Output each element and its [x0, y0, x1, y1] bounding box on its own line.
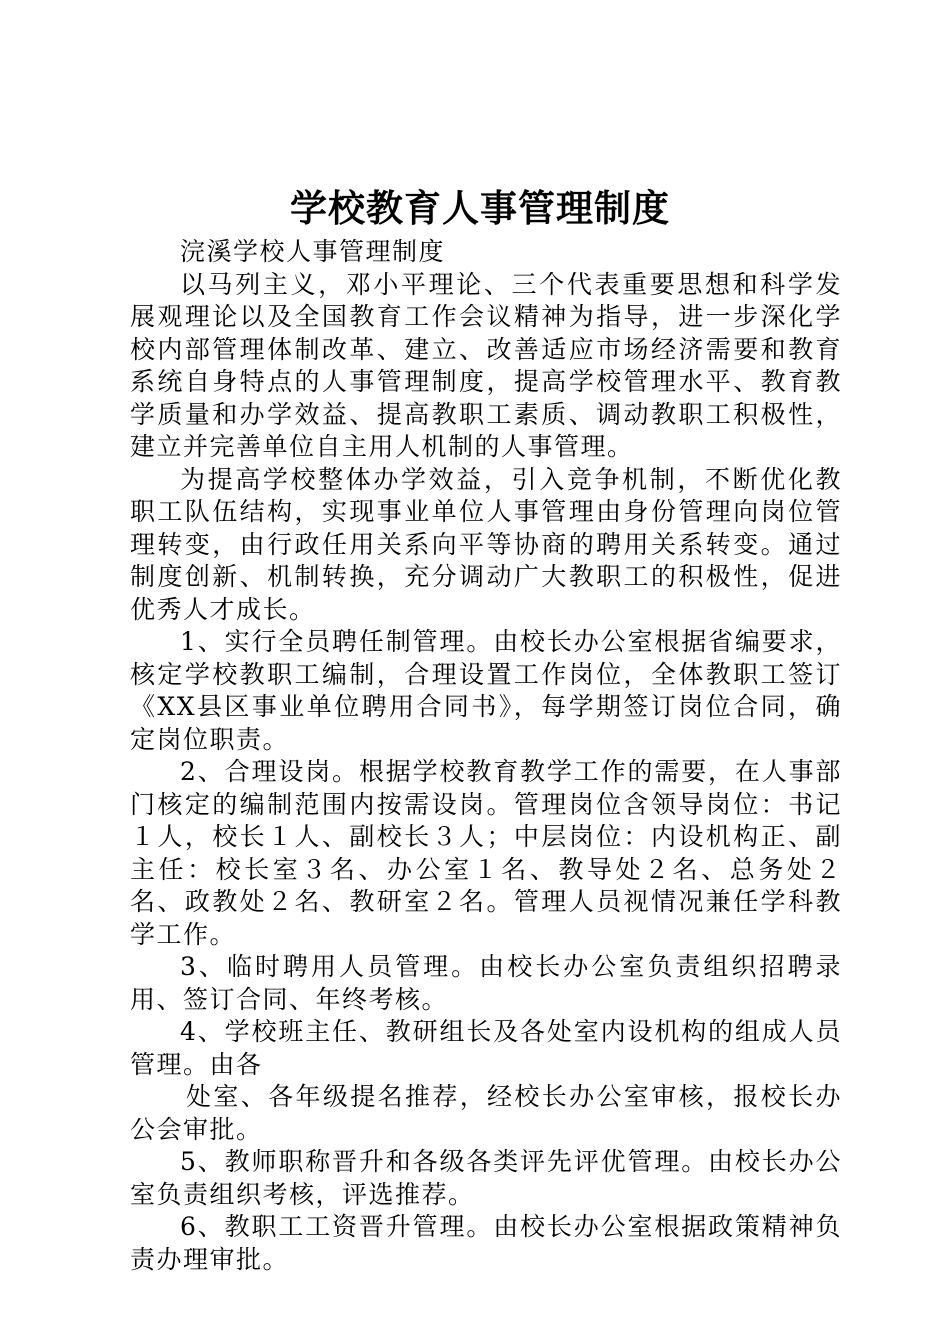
paragraph-item-6: 6、教职工工资晋升管理。由校长办公室根据政策精神负责办理审批。 [130, 1212, 842, 1274]
paragraph-item-1: 1、实行全员聘任制管理。由校长办公室根据省编要求，核定学校教职工编制，合理设置工作岗位，全体教职工签订《XX县区事业单位聘用合同书》，每学期签订岗位合同，确定岗位职责。 [130, 627, 842, 754]
paragraph-subtitle: 浣溪学校人事管理制度 [180, 237, 446, 266]
paragraph-item-4: 4、学校班主任、教研组长及各处室内设机构的组成人员管理。由各 [130, 1017, 842, 1079]
document-title: 学校教育人事管理制度 [290, 186, 670, 230]
document-body [130, 236, 842, 1276]
paragraph-item-5: 5、教师职称晋升和各级各类评先评优管理。由校长办公室负责组织考核，评选推荐。 [130, 1147, 842, 1209]
paragraph-guiding-principle: 以马列主义，邓小平理论、三个代表重要思想和科学发展观理论以及全国教育工作会议精神为指导，进一步深化学校内部管理体制改革、建立、改善适应市场经济需要和教育系统自身特点的人事管理制度，提高学校管理水平、教育教学质量和办学效益、提高教职工素质、调动教职工积极性，建立并完善单位自主用人机制的人事管理。 [130, 269, 842, 461]
paragraph-item-2: 2、合理设岗。根据学校教育教学工作的需要，在人事部门核定的编制范围内按需设岗。管理岗位含领导岗位：书记１人，校长１人、副校长３人；中层岗位：内设机构正、副主任：校长室３名、办公室１名、教导处２名、总务处２名、政教处２名、教研室２名。管理人员视情况兼任学科教学工作。 [130, 757, 842, 949]
paragraph-item-4-continued: 处室、各年级提名推荐，经校长办公室审核，报校长办公会审批。 [130, 1082, 842, 1144]
paragraph-purpose: 为提高学校整体办学效益，引入竞争机制，不断优化教职工队伍结构，实现事业单位人事管理由身份管理向岗位管理转变，由行政任用关系向平等协商的聘用关系转变。通过制度创新、机制转换，充分调动广大教职工的积极性，促进优秀人才成长。 [130, 464, 842, 624]
paragraph-item-3: 3、临时聘用人员管理。由校长办公室负责组织招聘录用、签订合同、年终考核。 [130, 952, 842, 1014]
